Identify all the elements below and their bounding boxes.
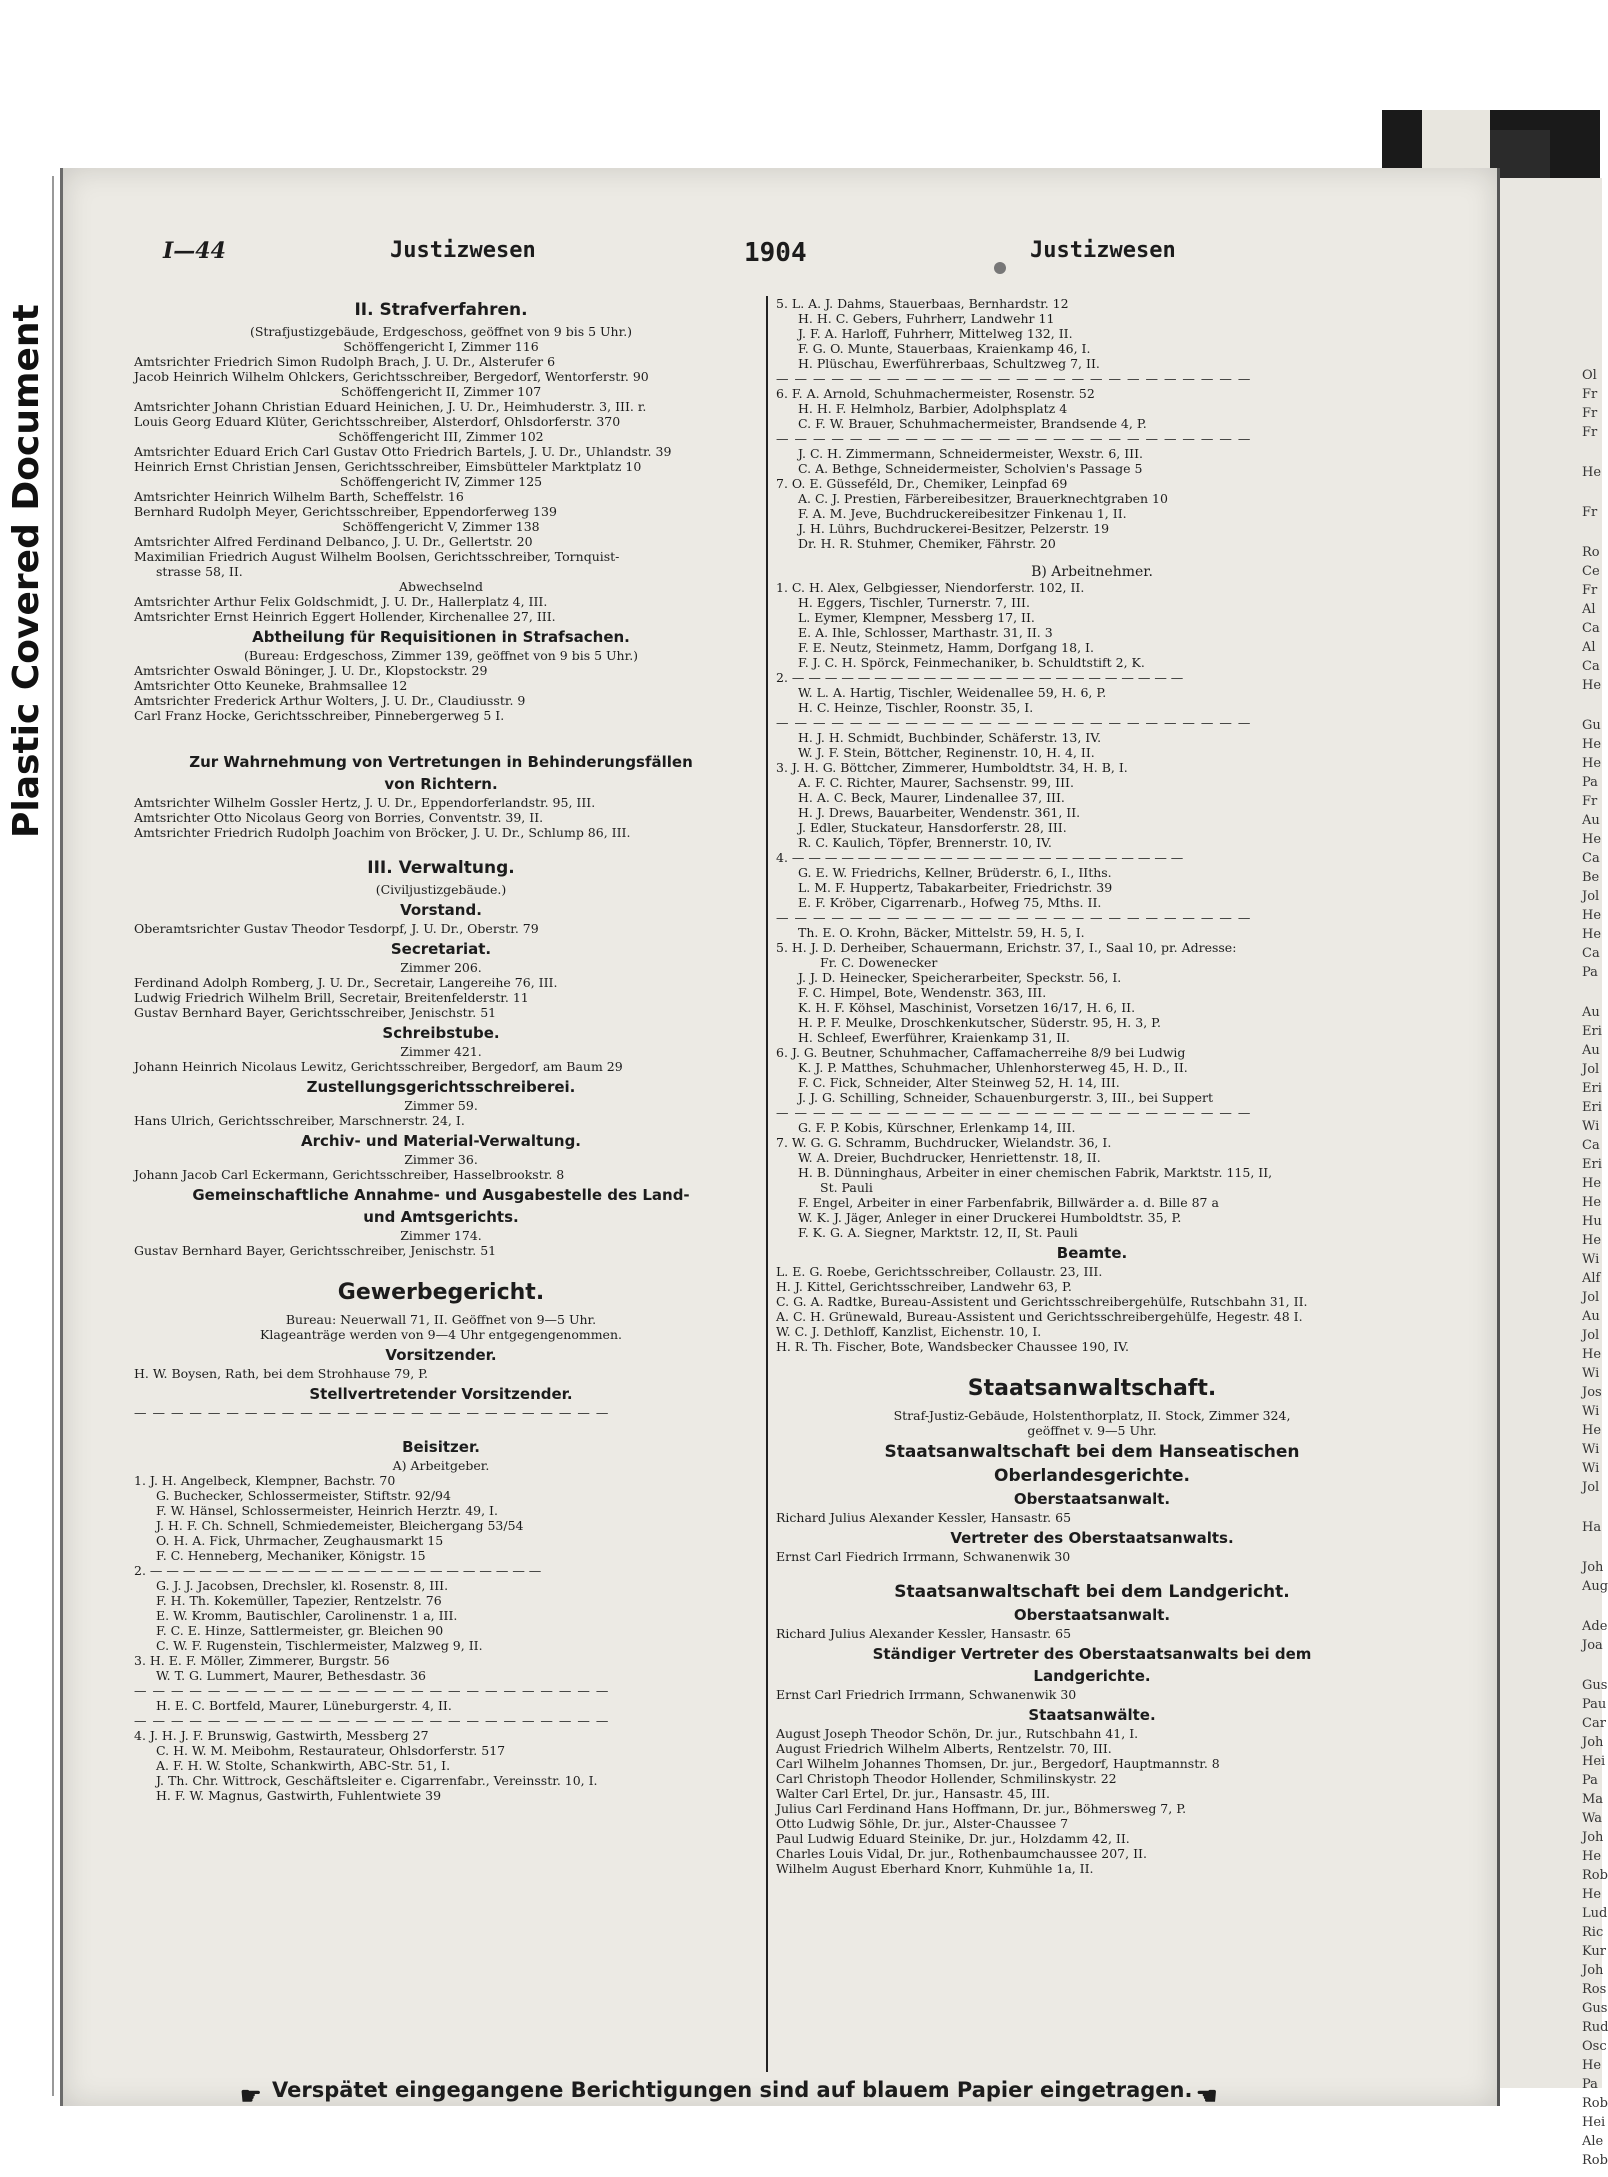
entry-line: F. C. Henneberg, Mechaniker, Königstr. 15 bbox=[156, 1548, 426, 1563]
entry-line: Carl Franz Hocke, Gerichtsschreiber, Pinnebergerweg 5 I. bbox=[134, 708, 505, 723]
entry-line: H. R. Th. Fischer, Bote, Wandsbecker Chaussee 190, IV. bbox=[776, 1339, 1129, 1354]
entry-line: Paul Ludwig Eduard Steinike, Dr. jur., Holzdamm 42, II. bbox=[776, 1831, 1130, 1846]
entry-line: Richard Julius Alexander Kessler, Hansastr. 65 bbox=[776, 1626, 1072, 1641]
entry-line: J. H. Lührs, Buchdruckerei-Besitzer, Pelzerstr. 19 bbox=[798, 521, 1110, 536]
entry-line: Amtsrichter Friedrich Simon Rudolph Brach, J. U. Dr., Alsterufer 6 bbox=[134, 354, 556, 369]
entry-line: Oberamtsrichter Gustav Theodor Tesdorpf, J. U. Dr., Oberstr. 79 bbox=[134, 921, 539, 936]
subsection-heading: Archiv- und Material-Verwaltung. bbox=[300, 1132, 582, 1150]
entry-line: Amtsrichter Frederick Arthur Wolters, J. U. Dr., Claudiusstr. 9 bbox=[134, 693, 526, 708]
entry-line: 4. J. H. J. F. Brunswig, Gastwirth, Messberg 27 bbox=[134, 1728, 429, 1743]
right-page-fragment: He bbox=[1582, 2058, 1602, 2073]
entry-line: Hans Ulrich, Gerichtsschreiber, Marschnerstr. 24, I. bbox=[134, 1113, 465, 1128]
right-page-fragment: He bbox=[1582, 1849, 1602, 1864]
entry-line: F. E. Neutz, Steinmetz, Hamm, Dorfgang 18, I. bbox=[798, 640, 1094, 655]
entry-line: G. J. J. Jacobsen, Drechsler, kl. Rosenstr. 8, III. bbox=[156, 1578, 449, 1593]
entry-line: F. C. Himpel, Bote, Wendenstr. 363, III. bbox=[798, 985, 1047, 1000]
entry-line: W. T. G. Lummert, Maurer, Bethesdastr. 36 bbox=[156, 1668, 426, 1683]
entry-line: 1. J. H. Angelbeck, Klempner, Bachstr. 70 bbox=[134, 1473, 396, 1488]
right-page-fragment: Joa bbox=[1582, 1638, 1603, 1653]
right-page-fragment: Hei bbox=[1582, 2115, 1606, 2130]
footer-note: Verspätet eingegangene Berichtigungen sind auf blauem Papier eingetragen. bbox=[272, 2078, 1193, 2102]
entry-line: Ernst Carl Friedrich Irrmann, Schwanenwik 30 bbox=[776, 1687, 1077, 1702]
side-label-top: Plastic Covered Document bbox=[6, 304, 47, 838]
right-page-fragment: Kur bbox=[1582, 1944, 1607, 1959]
dash-line: — — — — — — — — — — — — — — — — — — — — — — — — — — bbox=[134, 1713, 610, 1728]
entry-line: J. H. F. Ch. Schnell, Schmiedemeister, Bleichergang 53/54 bbox=[156, 1518, 524, 1533]
entry-line: W. K. J. Jäger, Anleger in einer Druckerei Humboldtstr. 35, P. bbox=[798, 1210, 1182, 1225]
entry-line: Charles Louis Vidal, Dr. jur., Rothenbaumchaussee 207, II. bbox=[776, 1846, 1147, 1861]
entry-line: F. A. M. Jeve, Buchdruckereibesitzer Finkenau 1, II. bbox=[798, 506, 1127, 521]
right-page-fragment: Rob bbox=[1582, 2153, 1608, 2168]
dash-line: — — — — — — — — — — — — — — — — — — — — — — — — — — bbox=[134, 1683, 610, 1698]
right-page-fragment: Ce bbox=[1582, 564, 1600, 579]
entry-line: C. G. A. Radtke, Bureau-Assistent und Gerichtsschreibergehülfe, Rutschbahn 31, II. bbox=[776, 1294, 1308, 1309]
entry-line: Louis Georg Eduard Klüter, Gerichtsschreiber, Alsterdorf, Ohlsdorferstr. 370 bbox=[134, 414, 621, 429]
right-page-fragment: He bbox=[1582, 1195, 1602, 1210]
entry-line: H. J. Drews, Bauarbeiter, Wendenstr. 361, II. bbox=[798, 805, 1081, 820]
entry-line: Dr. H. R. Stuhmer, Chemiker, Fährstr. 20 bbox=[798, 536, 1056, 551]
right-page-fragment: Ric bbox=[1582, 1925, 1604, 1940]
entry-line: J. J. G. Schilling, Schneider, Schauenburgerstr. 3, III., bei Suppert bbox=[798, 1090, 1214, 1105]
centered-note: Zimmer 206. bbox=[400, 960, 482, 975]
entry-line: H. C. Heinze, Tischler, Roonstr. 35, I. bbox=[798, 700, 1034, 715]
right-page-fragment: Eri bbox=[1582, 1081, 1602, 1096]
entry-line: Otto Ludwig Söhle, Dr. jur., Alster-Chaussee 7 bbox=[776, 1816, 1069, 1831]
right-page-fragment: Jol bbox=[1582, 1480, 1600, 1495]
right-page-fragment: Joh bbox=[1582, 1830, 1604, 1845]
entry-line: F. C. Fick, Schneider, Alter Steinweg 52, H. 14, III. bbox=[798, 1075, 1120, 1090]
right-page-fragment: Joh bbox=[1582, 1560, 1604, 1575]
section-heading: Staatsanwaltschaft bei dem Landgericht. bbox=[894, 1582, 1290, 1602]
entry-line: C. A. Bethge, Schneidermeister, Scholvien's Passage 5 bbox=[798, 461, 1143, 476]
entry-line: Bernhard Rudolph Meyer, Gerichtsschreiber, Eppendorferweg 139 bbox=[134, 504, 557, 519]
subsection-heading: Abtheilung für Requisitionen in Strafsachen. bbox=[252, 628, 630, 646]
centered-note: Straf-Justiz-Gebäude, Holstenthorplatz, II. Stock, Zimmer 324, bbox=[893, 1408, 1291, 1423]
entry-line: H. Plüschau, Ewerführerbaas, Schultzweg 7, II. bbox=[798, 356, 1100, 371]
right-page-fragment: Wi bbox=[1582, 1252, 1600, 1267]
entry-line: Wilhelm August Eberhard Knorr, Kuhmühle 1a, II. bbox=[776, 1861, 1094, 1876]
spacer bbox=[134, 723, 748, 749]
right-page-fragment: Wi bbox=[1582, 1366, 1600, 1381]
entry-continuation: Fr. C. Dowenecker bbox=[820, 955, 938, 970]
right-page-fragment: Ro bbox=[1582, 545, 1600, 560]
subsection-heading: Vertreter des Oberstaatsanwalts. bbox=[950, 1529, 1234, 1547]
subsection-heading: Vorstand. bbox=[400, 901, 482, 919]
entry-line: Th. E. O. Krohn, Bäcker, Mittelstr. 59, H. 5, I. bbox=[798, 925, 1085, 940]
centered-note: Schöffengericht IV, Zimmer 125 bbox=[339, 474, 543, 489]
right-page-fragment: He bbox=[1582, 756, 1602, 771]
left-column bbox=[134, 296, 748, 1803]
entry-line: Amtsrichter Ernst Heinrich Eggert Hollender, Kirchenallee 27, III. bbox=[134, 609, 556, 624]
entry-line: J. Th. Chr. Wittrock, Geschäftsleiter e. Cigarrenfabr., Vereinsstr. 10, I. bbox=[156, 1773, 598, 1788]
entry-line: Amtsrichter Johann Christian Eduard Heinichen, J. U. Dr., Heimhuderstr. 3, III. r. bbox=[134, 399, 647, 414]
header-page-number: I—44 bbox=[163, 238, 226, 264]
entry-line: Jacob Heinrich Wilhelm Ohlckers, Gerichtsschreiber, Bergedorf, Wentorferstr. 90 bbox=[134, 369, 649, 384]
right-page-fragment: Ros bbox=[1582, 1982, 1607, 1997]
subsection-heading: Ständiger Vertreter des Oberstaatsanwalts bei dem bbox=[872, 1645, 1312, 1663]
right-page-fragment: Pau bbox=[1582, 1697, 1607, 1712]
subsection-heading: und Amtsgerichts. bbox=[363, 1208, 519, 1226]
subsection-heading: Schreibstube. bbox=[382, 1024, 500, 1042]
centered-note: Zimmer 174. bbox=[400, 1228, 482, 1243]
right-page-fragment: Ca bbox=[1582, 659, 1600, 674]
right-page-fragment: Eri bbox=[1582, 1157, 1602, 1172]
right-page-fragment: Pa bbox=[1582, 965, 1598, 980]
entry-line: J. F. A. Harloff, Fuhrherr, Mittelweg 132, II. bbox=[798, 326, 1073, 341]
entry-line: F. K. G. A. Siegner, Marktstr. 12, II, St. Pauli bbox=[798, 1225, 1078, 1240]
entry-line: F. G. O. Munte, Stauerbaas, Kraienkamp 46, I. bbox=[798, 341, 1091, 356]
entry-line: L. E. G. Roebe, Gerichtsschreiber, Collaustr. 23, III. bbox=[776, 1264, 1103, 1279]
centered-note: geöffnet v. 9—5 Uhr. bbox=[1027, 1423, 1157, 1438]
entry-line: F. C. E. Hinze, Sattlermeister, gr. Bleichen 90 bbox=[156, 1623, 444, 1638]
centered-note: Schöffengericht I, Zimmer 116 bbox=[343, 339, 539, 354]
subsection-heading: Beamte. bbox=[1056, 1244, 1128, 1262]
entry-line: C. W. F. Rugenstein, Tischlermeister, Malzweg 9, II. bbox=[156, 1638, 483, 1653]
entry-line: Gustav Bernhard Bayer, Gerichtsschreiber, Jenischstr. 51 bbox=[134, 1005, 497, 1020]
entry-line: 6. J. G. Beutner, Schuhmacher, Caffamacherreihe 8/9 bei Ludwig bbox=[776, 1045, 1186, 1060]
right-page-fragment: Ca bbox=[1582, 1138, 1600, 1153]
entry-line: 1. C. H. Alex, Gelbgiesser, Niendorferstr. 102, II. bbox=[776, 580, 1085, 595]
entry-line: 7. W. G. G. Schramm, Buchdrucker, Wielandstr. 36, I. bbox=[776, 1135, 1112, 1150]
entry-line: K. H. F. Köhsel, Maschinist, Vorsetzen 16/17, H. 6, II. bbox=[798, 1000, 1136, 1015]
right-page-fragment: Jol bbox=[1582, 1290, 1600, 1305]
right-page-fragment: Hu bbox=[1582, 1214, 1602, 1229]
entry-line: Amtsrichter Otto Nicolaus Georg von Borries, Conventstr. 39, II. bbox=[134, 810, 544, 825]
entry-line: August Joseph Theodor Schön, Dr. jur., Rutschbahn 41, I. bbox=[776, 1726, 1139, 1741]
section-heading: Staatsanwaltschaft bei dem Hanseatischen bbox=[884, 1442, 1300, 1462]
entry-line: strasse 58, II. bbox=[156, 564, 243, 579]
entry-line: H. Schleef, Ewerführer, Kraienkamp 31, II. bbox=[798, 1030, 1070, 1045]
entry-line: C. H. W. M. Meibohm, Restaurateur, Ohlsdorferstr. 517 bbox=[156, 1743, 506, 1758]
entry-line: H. P. F. Meulke, Droschkenkutscher, Süderstr. 95, H. 3, P. bbox=[798, 1015, 1162, 1030]
right-page-fragment: He bbox=[1582, 1233, 1602, 1248]
right-page-fragment: He bbox=[1582, 465, 1602, 480]
entry-line: J. Edler, Stuckateur, Hansdorferstr. 28, III. bbox=[798, 820, 1067, 835]
right-page-fragment: Pa bbox=[1582, 1773, 1598, 1788]
entry-line: W. A. Dreier, Buchdrucker, Henriettenstr. 18, II. bbox=[798, 1150, 1101, 1165]
centered-subheading: B) Arbeitnehmer. bbox=[1031, 564, 1153, 580]
spacer bbox=[776, 551, 1408, 565]
entry-line: Walter Carl Ertel, Dr. jur., Hansastr. 45, III. bbox=[776, 1786, 1050, 1801]
right-page-fragment: Au bbox=[1582, 1043, 1600, 1058]
spacer bbox=[134, 840, 748, 854]
right-page-fragment: Fr bbox=[1582, 387, 1598, 402]
entry-line: 4. — — — — — — — — — — — — — — — — — — — — — — — — bbox=[776, 850, 1184, 865]
entry-line: Amtsrichter Friedrich Rudolph Joachim von Bröcker, J. U. Dr., Schlump 86, III. bbox=[134, 825, 631, 840]
hand-right-icon: ☚ bbox=[1196, 2081, 1218, 2110]
right-page-fragment: Be bbox=[1582, 870, 1600, 885]
section-heading: Oberlandesgerichte. bbox=[994, 1466, 1190, 1486]
entry-line: Amtsrichter Heinrich Wilhelm Barth, Scheffelstr. 16 bbox=[134, 489, 464, 504]
right-page-fragment: Fr bbox=[1582, 505, 1598, 520]
right-page-fragment: Jos bbox=[1582, 1385, 1602, 1400]
entry-line: A. F. C. Richter, Maurer, Sachsenstr. 99, III. bbox=[798, 775, 1074, 790]
right-page-fragment: Wi bbox=[1582, 1461, 1600, 1476]
right-page-fragment: Eri bbox=[1582, 1100, 1602, 1115]
right-page-fragment: Au bbox=[1582, 1309, 1600, 1324]
right-page-fragment: Jol bbox=[1582, 1328, 1600, 1343]
entry-line: W. L. A. Hartig, Tischler, Weidenallee 59, H. 6, P. bbox=[798, 685, 1107, 700]
header-dot bbox=[994, 262, 1006, 274]
right-page-fragment: He bbox=[1582, 927, 1602, 942]
right-page-fragment: Pa bbox=[1582, 2077, 1598, 2092]
page-edge bbox=[52, 176, 54, 2096]
right-page-fragment: Fr bbox=[1582, 794, 1598, 809]
entry-line: G. F. P. Kobis, Kürschner, Erlenkamp 14, III. bbox=[798, 1120, 1076, 1135]
right-page-fragment: He bbox=[1582, 1423, 1602, 1438]
right-page-fragment: He bbox=[1582, 908, 1602, 923]
right-page-fragment: Ha bbox=[1582, 1520, 1602, 1535]
subsection-heading: Secretariat. bbox=[390, 940, 492, 958]
centered-note: Zimmer 36. bbox=[404, 1152, 478, 1167]
section-heading: II. Strafverfahren. bbox=[354, 300, 528, 320]
entry-line: 5. H. J. D. Derheiber, Schauermann, Erichstr. 37, I., Saal 10, pr. Adresse: bbox=[776, 940, 1237, 955]
entry-line: August Friedrich Wilhelm Alberts, Rentzelstr. 70, III. bbox=[776, 1741, 1112, 1756]
entry-line: A. C. J. Prestien, Färbereibesitzer, Brauerknechtgraben 10 bbox=[798, 491, 1168, 506]
header-year: 1904 bbox=[744, 238, 807, 268]
right-page-fragment: Fr bbox=[1582, 583, 1598, 598]
right-page-fragment: He bbox=[1582, 1347, 1602, 1362]
entry-line: L. M. F. Huppertz, Tabakarbeiter, Friedrichstr. 39 bbox=[798, 880, 1113, 895]
entry-line: Richard Julius Alexander Kessler, Hansastr. 65 bbox=[776, 1510, 1072, 1525]
entry-line: W. C. J. Dethloff, Kanzlist, Eichenstr. 10, I. bbox=[776, 1324, 1042, 1339]
entry-line: H. Eggers, Tischler, Turnerstr. 7, III. bbox=[798, 595, 1030, 610]
entry-line: H. A. C. Beck, Maurer, Lindenallee 37, III. bbox=[798, 790, 1065, 805]
centered-note: Klageanträge werden von 9—4 Uhr entgegengenommen. bbox=[260, 1327, 622, 1342]
hand-left-icon: ☛ bbox=[240, 2081, 262, 2110]
right-page-fragment: Ade bbox=[1582, 1619, 1608, 1634]
right-page-fragment: Jol bbox=[1582, 1062, 1600, 1077]
right-page-fragment: Gus bbox=[1582, 2001, 1608, 2016]
right-page-fragment: Wa bbox=[1582, 1811, 1602, 1826]
right-page-fragment: He bbox=[1582, 678, 1602, 693]
right-page-fragment: Joh bbox=[1582, 1963, 1604, 1978]
entry-line: 3. J. H. G. Böttcher, Zimmerer, Humboldtstr. 34, H. B, I. bbox=[776, 760, 1128, 775]
right-column bbox=[776, 296, 1408, 1876]
entry-line: F. J. C. H. Spörck, Feinmechaniker, b. Schuldtstift 2, K. bbox=[798, 655, 1145, 670]
centered-note: A) Arbeitgeber. bbox=[392, 1458, 490, 1473]
entry-line: H. W. Boysen, Rath, bei dem Strohhause 79, P. bbox=[134, 1366, 428, 1381]
right-page-fragment: Ca bbox=[1582, 621, 1600, 636]
entry-line: 7. O. E. Güsseféld, Dr., Chemiker, Leinpfad 69 bbox=[776, 476, 1068, 491]
entry-line: 2. — — — — — — — — — — — — — — — — — — — — — — — — bbox=[776, 670, 1184, 685]
right-page-fragment: He bbox=[1582, 737, 1602, 752]
right-page-fragment: Wi bbox=[1582, 1442, 1600, 1457]
entry-line: 6. F. A. Arnold, Schuhmachermeister, Rosenstr. 52 bbox=[776, 386, 1095, 401]
entry-line: H. B. Dünninghaus, Arbeiter in einer chemischen Fabrik, Marktstr. 115, II, bbox=[798, 1165, 1273, 1180]
right-page-fragment: Eri bbox=[1582, 1024, 1602, 1039]
entry-line: 2. — — — — — — — — — — — — — — — — — — — — — — — — bbox=[134, 1563, 542, 1578]
entry-line: 5. L. A. J. Dahms, Stauerbaas, Bernhardstr. 12 bbox=[776, 296, 1069, 311]
right-page-fragment: Joh bbox=[1582, 1735, 1604, 1750]
entry-line: Amtsrichter Oswald Böninger, J. U. Dr., Klopstockstr. 29 bbox=[134, 663, 488, 678]
entry-line: Carl Wilhelm Johannes Thomsen, Dr. jur., Bergedorf, Hauptmannstr. 8 bbox=[776, 1756, 1220, 1771]
right-page-fragment: Rob bbox=[1582, 2096, 1608, 2111]
entry-line: K. J. P. Matthes, Schuhmacher, Uhlenhorsterweg 45, H. D., II. bbox=[798, 1060, 1188, 1075]
right-page-fragment: He bbox=[1582, 832, 1602, 847]
entry-line: Ernst Carl Fiedrich Irrmann, Schwanenwik 30 bbox=[776, 1549, 1071, 1564]
right-page-fragment: Fr bbox=[1582, 406, 1598, 421]
entry-line: F. W. Hänsel, Schlossermeister, Heinrich Herztr. 49, I. bbox=[156, 1503, 498, 1518]
entry-line: Johann Jacob Carl Eckermann, Gerichtsschreiber, Hasselbrookstr. 8 bbox=[134, 1167, 565, 1182]
header-right-title: Justizwesen bbox=[1030, 238, 1176, 263]
entry-line: F. H. Th. Kokemüller, Tapezier, Rentzelstr. 76 bbox=[156, 1593, 442, 1608]
right-page-fragment: Ca bbox=[1582, 851, 1600, 866]
entry-line: Amtsrichter Wilhelm Gossler Hertz, J. U. Dr., Eppendorferlandstr. 95, III. bbox=[134, 795, 596, 810]
entry-line: Gustav Bernhard Bayer, Gerichtsschreiber, Jenischstr. 51 bbox=[134, 1243, 497, 1258]
entry-line: E. W. Kromm, Bautischler, Carolinenstr. 1 a, III. bbox=[156, 1608, 458, 1623]
subsection-heading: Beisitzer. bbox=[402, 1438, 480, 1456]
dash-line: — — — — — — — — — — — — — — — — — — — — — — — — — — bbox=[134, 1405, 610, 1420]
entry-line: A. F. H. W. Stolte, Schankwirth, ABC-Str. 51, I. bbox=[156, 1758, 451, 1773]
header-left-title: Justizwesen bbox=[390, 238, 536, 263]
entry-line: Amtsrichter Alfred Ferdinand Delbanco, J. U. Dr., Gellertstr. 20 bbox=[134, 534, 533, 549]
entry-line: Johann Heinrich Nicolaus Lewitz, Gerichtsschreiber, Bergedorf, am Baum 29 bbox=[134, 1059, 623, 1074]
right-page-fragment: Lud bbox=[1582, 1906, 1608, 1921]
centered-note: (Civiljustizgebäude.) bbox=[375, 882, 507, 897]
entry-line: A. C. H. Grünewald, Bureau-Assistent und Gerichtsschreibergehülfe, Hegestr. 48 I. bbox=[776, 1309, 1303, 1324]
entry-line: H. H. F. Helmholz, Barbier, Adolphsplatz 4 bbox=[798, 401, 1068, 416]
subsection-heading: Oberstaatsanwalt. bbox=[1013, 1606, 1171, 1624]
right-page-fragment: Alf bbox=[1582, 1271, 1601, 1286]
subsection-heading: von Richtern. bbox=[384, 775, 498, 793]
entry-line: R. C. Kaulich, Töpfer, Brennerstr. 10, IV. bbox=[798, 835, 1052, 850]
subsection-heading: Zur Wahrnehmung von Vertretungen in Behinderungsfällen bbox=[189, 753, 693, 771]
dash-line: — — — — — — — — — — — — — — — — — — — — — — — — — — bbox=[776, 1105, 1252, 1120]
dash-line: — — — — — — — — — — — — — — — — — — — — — — — — — — bbox=[776, 371, 1252, 386]
right-page-fragment: Aug bbox=[1582, 1579, 1608, 1594]
right-page-fragment: Al bbox=[1582, 602, 1596, 617]
right-page-fragment: Gus bbox=[1582, 1678, 1608, 1693]
right-page-fragment: Wi bbox=[1582, 1119, 1600, 1134]
right-page-fragment: Osc bbox=[1582, 2039, 1607, 2054]
section-heading: III. Verwaltung. bbox=[367, 858, 515, 878]
entry-line: Amtsrichter Otto Keuneke, Brahmsallee 12 bbox=[134, 678, 408, 693]
subsection-heading: Gemeinschaftliche Annahme- und Ausgabestelle des Land- bbox=[192, 1186, 690, 1204]
right-page-fragment: Al bbox=[1582, 640, 1596, 655]
right-page-fragment: Gu bbox=[1582, 718, 1601, 733]
dash-line: — — — — — — — — — — — — — — — — — — — — — — — — — — bbox=[776, 431, 1252, 446]
centered-note: (Bureau: Erdgeschoss, Zimmer 139, geöffnet von 9 bis 5 Uhr.) bbox=[243, 648, 639, 663]
entry-line: F. Engel, Arbeiter in einer Farbenfabrik, Billwärder a. d. Bille 87 a bbox=[798, 1195, 1219, 1210]
entry-line: J. J. D. Heinecker, Speicherarbeiter, Speckstr. 56, I. bbox=[798, 970, 1122, 985]
entry-line: Amtsrichter Eduard Erich Carl Gustav Otto Friedrich Bartels, J. U. Dr., Uhlandstr. 39 bbox=[134, 444, 672, 459]
right-page-fragment: Au bbox=[1582, 813, 1600, 828]
subsection-heading: Stellvertretender Vorsitzender. bbox=[309, 1385, 573, 1403]
right-page bbox=[1494, 178, 1608, 2168]
right-page-fragment: Ma bbox=[1582, 1792, 1604, 1807]
subsection-heading: Zustellungsgerichtsschreiberei. bbox=[306, 1078, 576, 1096]
entry-line: H. H. C. Gebers, Fuhrherr, Landwehr 11 bbox=[798, 311, 1055, 326]
entry-line: 3. H. E. F. Möller, Zimmerer, Burgstr. 56 bbox=[134, 1653, 390, 1668]
entry-line: L. Eymer, Klempner, Messberg 17, II. bbox=[798, 610, 1035, 625]
column-divider bbox=[766, 296, 768, 2072]
right-page-fragment: Au bbox=[1582, 1005, 1600, 1020]
centered-note: Bureau: Neuerwall 71, II. Geöffnet von 9—5 Uhr. bbox=[285, 1312, 597, 1327]
centered-note: (Strafjustizgebäude, Erdgeschoss, geöffnet von 9 bis 5 Uhr.) bbox=[249, 324, 633, 339]
entry-continuation: St. Pauli bbox=[820, 1180, 873, 1195]
entry-line: Amtsrichter Arthur Felix Goldschmidt, J. U. Dr., Hallerplatz 4, III. bbox=[134, 594, 548, 609]
centered-note: Zimmer 421. bbox=[400, 1044, 482, 1059]
entry-line: H. J. H. Schmidt, Buchbinder, Schäferstr. 13, IV. bbox=[798, 730, 1102, 745]
subsection-heading: Oberstaatsanwalt. bbox=[1013, 1490, 1171, 1508]
entry-line: H. E. C. Bortfeld, Maurer, Lüneburgerstr. 4, II. bbox=[156, 1698, 452, 1713]
right-page-fragment: He bbox=[1582, 1887, 1602, 1902]
dash-line: — — — — — — — — — — — — — — — — — — — — — — — — — — bbox=[776, 910, 1252, 925]
right-page-fragment: Car bbox=[1582, 1716, 1606, 1731]
centered-note: Zimmer 59. bbox=[404, 1098, 478, 1113]
entry-line: Ferdinand Adolph Romberg, J. U. Dr., Secretair, Langereihe 76, III. bbox=[134, 975, 558, 990]
entry-line: Julius Carl Ferdinand Hans Hoffmann, Dr. jur., Böhmersweg 7, P. bbox=[776, 1801, 1187, 1816]
entry-line: J. C. H. Zimmermann, Schneidermeister, Wexstr. 6, III. bbox=[798, 446, 1144, 461]
subsection-heading: Vorsitzender. bbox=[385, 1346, 497, 1364]
right-page-fragment: Rob bbox=[1582, 1868, 1608, 1883]
section-title: Staatsanwaltschaft. bbox=[967, 1376, 1217, 1401]
entry-line: E. F. Kröber, Cigarrenarb., Hofweg 75, Mths. II. bbox=[798, 895, 1102, 910]
right-page-fragment: Ca bbox=[1582, 946, 1600, 961]
entry-line: H. J. Kittel, Gerichtsschreiber, Landwehr 63, P. bbox=[776, 1279, 1072, 1294]
centered-note: Schöffengericht V, Zimmer 138 bbox=[342, 519, 540, 534]
spacer bbox=[776, 1564, 1408, 1578]
entry-line: G. E. W. Friedrichs, Kellner, Brüderstr. 6, I., IIths. bbox=[798, 865, 1112, 880]
subsection-heading: Staatsanwälte. bbox=[1028, 1706, 1156, 1724]
subsection-heading: Landgerichte. bbox=[1033, 1667, 1151, 1685]
entry-line: Maximilian Friedrich August Wilhelm Boolsen, Gerichtsschreiber, Tornquist- bbox=[134, 549, 620, 564]
spacer bbox=[134, 1420, 748, 1434]
entry-line: W. J. F. Stein, Böttcher, Reginenstr. 10, H. 4, II. bbox=[798, 745, 1095, 760]
centered-note: Schöffengericht II, Zimmer 107 bbox=[340, 384, 542, 399]
right-page-fragment: Hei bbox=[1582, 1754, 1606, 1769]
entry-line: G. Buchecker, Schlossermeister, Stiftstr. 92/94 bbox=[156, 1488, 451, 1503]
entry-line: E. A. Ihle, Schlosser, Marthastr. 31, II. 3 bbox=[798, 625, 1053, 640]
right-page-fragment: He bbox=[1582, 1176, 1602, 1191]
entry-line: Ludwig Friedrich Wilhelm Brill, Secretair, Breitenfelderstr. 11 bbox=[134, 990, 529, 1005]
entry-line: Heinrich Ernst Christian Jensen, Gerichtsschreiber, Eimsbütteler Marktplatz 10 bbox=[134, 459, 642, 474]
entry-line: C. F. W. Brauer, Schuhmachermeister, Brandsende 4, P. bbox=[798, 416, 1147, 431]
centered-note: Schöffengericht III, Zimmer 102 bbox=[338, 429, 544, 444]
right-page-fragment: Fr bbox=[1582, 425, 1598, 440]
entry-line: Carl Christoph Theodor Hollender, Schmilinskystr. 22 bbox=[776, 1771, 1117, 1786]
entry-line: H. F. W. Magnus, Gastwirth, Fuhlentwiete 39 bbox=[156, 1788, 442, 1803]
entry-line: O. H. A. Fick, Uhrmacher, Zeughausmarkt 15 bbox=[156, 1533, 444, 1548]
right-page-fragment: Ol bbox=[1582, 368, 1597, 383]
right-page-fragment: Ale bbox=[1582, 2134, 1604, 2149]
right-page-fragment: Pa bbox=[1582, 775, 1598, 790]
centered-note: Abwechselnd bbox=[398, 579, 484, 594]
right-page-fragment: Rud bbox=[1582, 2020, 1608, 2035]
dash-line: — — — — — — — — — — — — — — — — — — — — — — — — — — bbox=[776, 715, 1252, 730]
right-page-fragment: Wi bbox=[1582, 1404, 1600, 1419]
right-page-fragment: Jol bbox=[1582, 889, 1600, 904]
section-title: Gewerbegericht. bbox=[337, 1280, 545, 1305]
